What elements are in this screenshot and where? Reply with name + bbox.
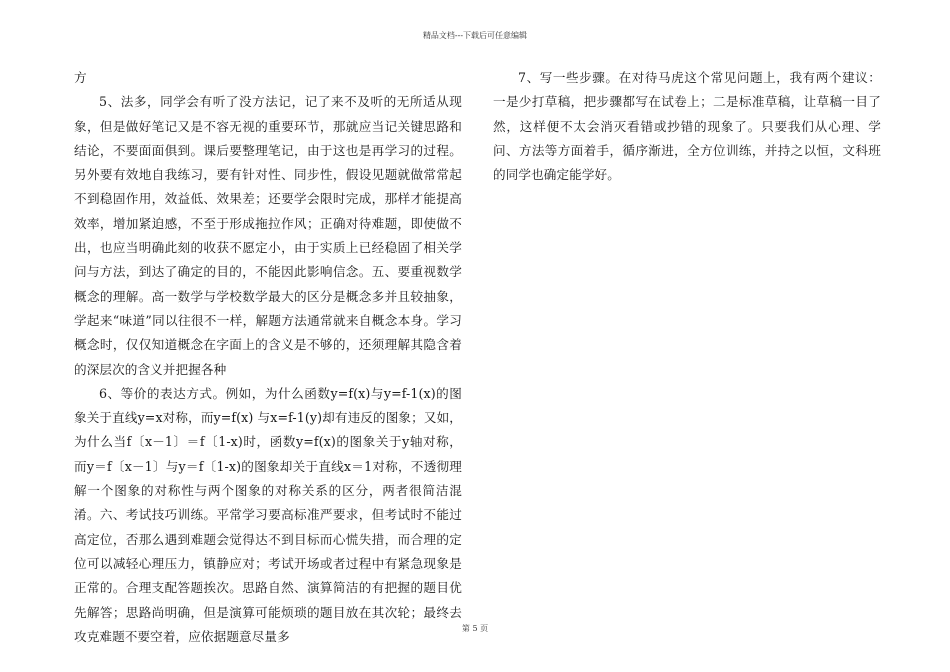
page-header: 精品文档---下载后可任意编辑 [422,31,528,40]
paragraph-7: 7、写一些步骤。在对待马虎这个常见问题上，我有两个建议：一是少打草稿，把步骤都写在试卷上；二是标准草稿，让草稿一目了然，这样便不太会消灭看错或抄错的现象了。只要我们从心理、学问、方法等方面着手，循序渐进，全方位训练，并持之以恒，文科班的同学也确定能学好。 [493,70,881,183]
right-column [493,66,881,187]
paragraph-5: 5、法多，同学会有听了没方法记，记了来不及听的无所适从现象，但是做好笔记又是不容无视的重要环节，那就应当记关键思路和结论，不要面面俱到。课后要整理笔记，由于这也是再学习的过程。另外要有效地自我练习，要有针对性、同步性，假设见题就做常常起不到稳固作用，效益低、效果差；还要学会限时完成，那样才能提高效率，增加紧迫感，不至于形成拖拉作风；正确对待难题，即使做不出，也应当明确此刻的收获不愿定小，由于实质上已经稳固了相关学问与方法，到达了确定的目的，不能因此影响信念。五、要重视数学概念的理解。高一数学与学校数学最大的区分是概念多并且较抽象，学起来“味道”同以往很不一样，解题方法通常就来自概念本身。学习概念时，仅仅知道概念在字面上的含义是不够的，还须理解其隐含着的深层次的含义并把握各种 [74,94,462,377]
page-number: 第 5 页 [461,624,489,633]
paragraph-6: 6、等价的表达方式。例如，为什么函数y=f(x)与y=f-1(x)的图象关于直线y=x对称，而y=f(x) 与x=f-1(y)却有违反的图象；又如，为什么当f〔x－1〕＝f〔1-x)时，函数y=f(x)的图象关于y轴对称，而y＝f〔x－1〕与y＝f〔1-x)的图象却关于直线x＝1对称，不透彻理解一个图象的对称性与两个图象的对称关系的区分，两者很简洁混淆。六、考试技巧训练。平常学习要高标准严要求，但考试时不能过高定位，否那么遇到难题会觉得达不到目标而心慌失措，而合理的定位可以减轻心理压力，镇静应对；考试开场或者过程中有紧急现象是正常的。合理支配答题挨次。思路自然、演算简洁的有把握的题目优先解答；思路尚明确，但是演算可能烦琐的题目放在其次轮；最终去攻克难题不要空着，应依据题意尽量多 [74,385,462,644]
left-column [74,66,462,649]
paragraph-continuation: 方 [74,70,87,85]
